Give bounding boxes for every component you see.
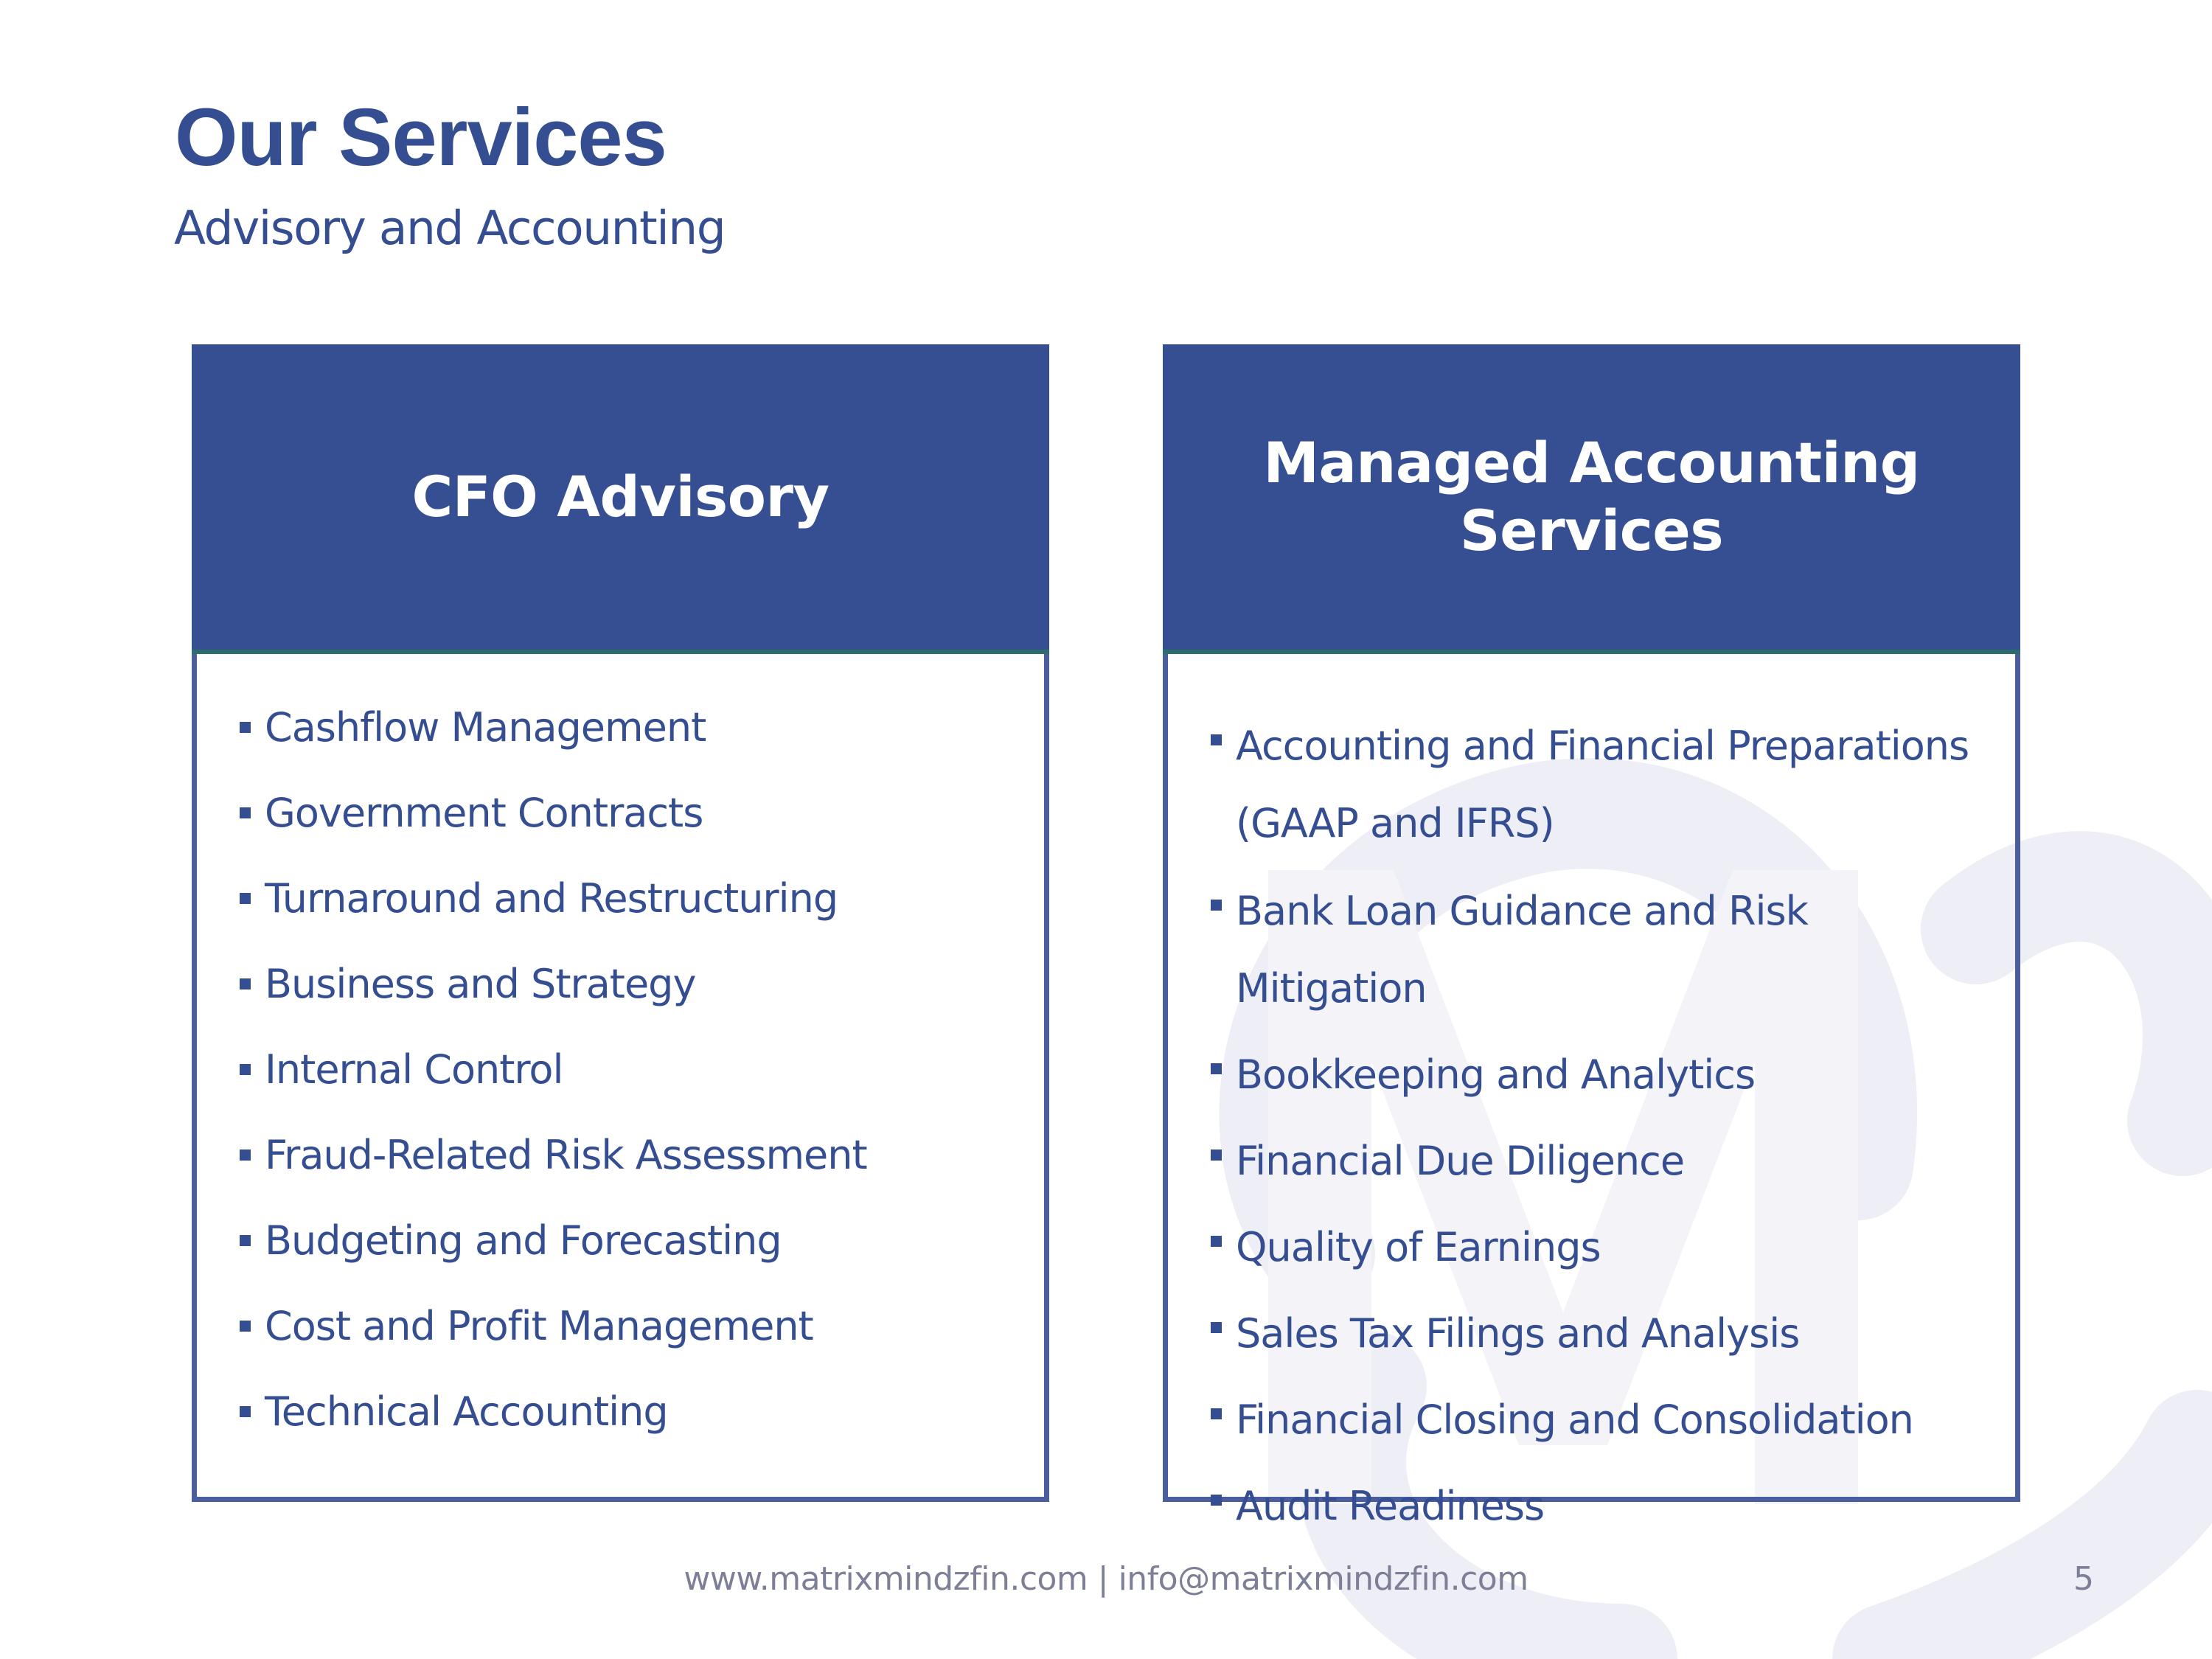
list-item-label: Cost and Profit Management — [265, 1303, 813, 1349]
square-bullet-icon — [240, 1406, 251, 1417]
square-bullet-icon — [240, 1150, 251, 1161]
square-bullet-icon — [1211, 1236, 1222, 1247]
list-item-label: Business and Strategy — [265, 961, 696, 1007]
list-item — [1211, 1295, 1992, 1372]
square-bullet-icon — [240, 722, 251, 733]
cfo-advisory-card — [192, 344, 1049, 1502]
list-item — [1211, 1381, 1992, 1458]
list-item-label: Bank Loan Guidance and Risk Mitigation — [1236, 888, 1808, 1012]
square-bullet-icon — [240, 978, 251, 990]
list-item-label: Budgeting and Forecasting — [265, 1217, 782, 1264]
list-item-label: Accounting and Financial Preparations (GAAP and IFRS) — [1236, 723, 1969, 846]
list-item-label: Quality of Earnings — [1236, 1224, 1601, 1270]
list-item — [240, 789, 867, 874]
list-item — [240, 960, 867, 1046]
page-number: 5 — [2073, 1560, 2094, 1598]
card-title: Managed Accounting Services — [1263, 430, 1920, 563]
services-list — [240, 703, 867, 1473]
list-item-label: Technical Accounting — [265, 1388, 668, 1435]
footer-contact: www.matrixmindzfin.com | info@matrixmindzfin.com — [684, 1560, 1528, 1598]
services-list — [1211, 707, 1992, 1554]
list-item — [240, 1131, 867, 1217]
list-item-label: Cashflow Management — [265, 704, 706, 751]
list-item-label: Turnaround and Restructuring — [265, 875, 838, 922]
list-item — [240, 1217, 867, 1302]
list-item — [240, 874, 867, 960]
square-bullet-icon — [240, 1064, 251, 1075]
list-item — [1211, 1122, 1992, 1200]
list-item — [1211, 1036, 1992, 1113]
square-bullet-icon — [1211, 1495, 1222, 1506]
card-header — [192, 344, 1049, 654]
list-item — [240, 1388, 867, 1473]
list-item — [240, 703, 867, 789]
list-item — [240, 1046, 867, 1131]
square-bullet-icon — [1211, 1322, 1222, 1333]
square-bullet-icon — [240, 893, 251, 904]
list-item — [240, 1302, 867, 1388]
square-bullet-icon — [240, 1321, 251, 1332]
managed-accounting-card — [1163, 344, 2020, 1529]
card-header — [1163, 344, 2020, 654]
list-item-label: Sales Tax Filings and Analysis — [1236, 1310, 1800, 1357]
list-item-label: Internal Control — [265, 1046, 563, 1093]
list-item-label: Government Contracts — [265, 790, 703, 836]
list-item-label: Fraud-Related Risk Assessment — [265, 1132, 867, 1178]
page-subtitle: Advisory and Accounting — [174, 201, 726, 255]
list-item — [1211, 1208, 1992, 1286]
list-item — [1211, 707, 1992, 862]
list-item — [1211, 872, 1992, 1027]
square-bullet-icon — [1211, 900, 1222, 911]
card-title: CFO Advisory — [411, 464, 830, 529]
square-bullet-icon — [240, 807, 251, 818]
list-item-label: Audit Readiness — [1236, 1483, 1545, 1529]
square-bullet-icon — [1211, 1150, 1222, 1161]
square-bullet-icon — [240, 1235, 251, 1246]
list-item-label: Financial Due Diligence — [1236, 1138, 1685, 1184]
list-item-label: Bookkeeping and Analytics — [1236, 1051, 1756, 1098]
list-item — [1211, 1467, 1992, 1545]
list-item-label: Financial Closing and Consolidation — [1236, 1397, 1913, 1443]
square-bullet-icon — [1211, 734, 1222, 745]
page-title: Our Services — [175, 92, 667, 183]
square-bullet-icon — [1211, 1063, 1222, 1074]
square-bullet-icon — [1211, 1408, 1222, 1419]
